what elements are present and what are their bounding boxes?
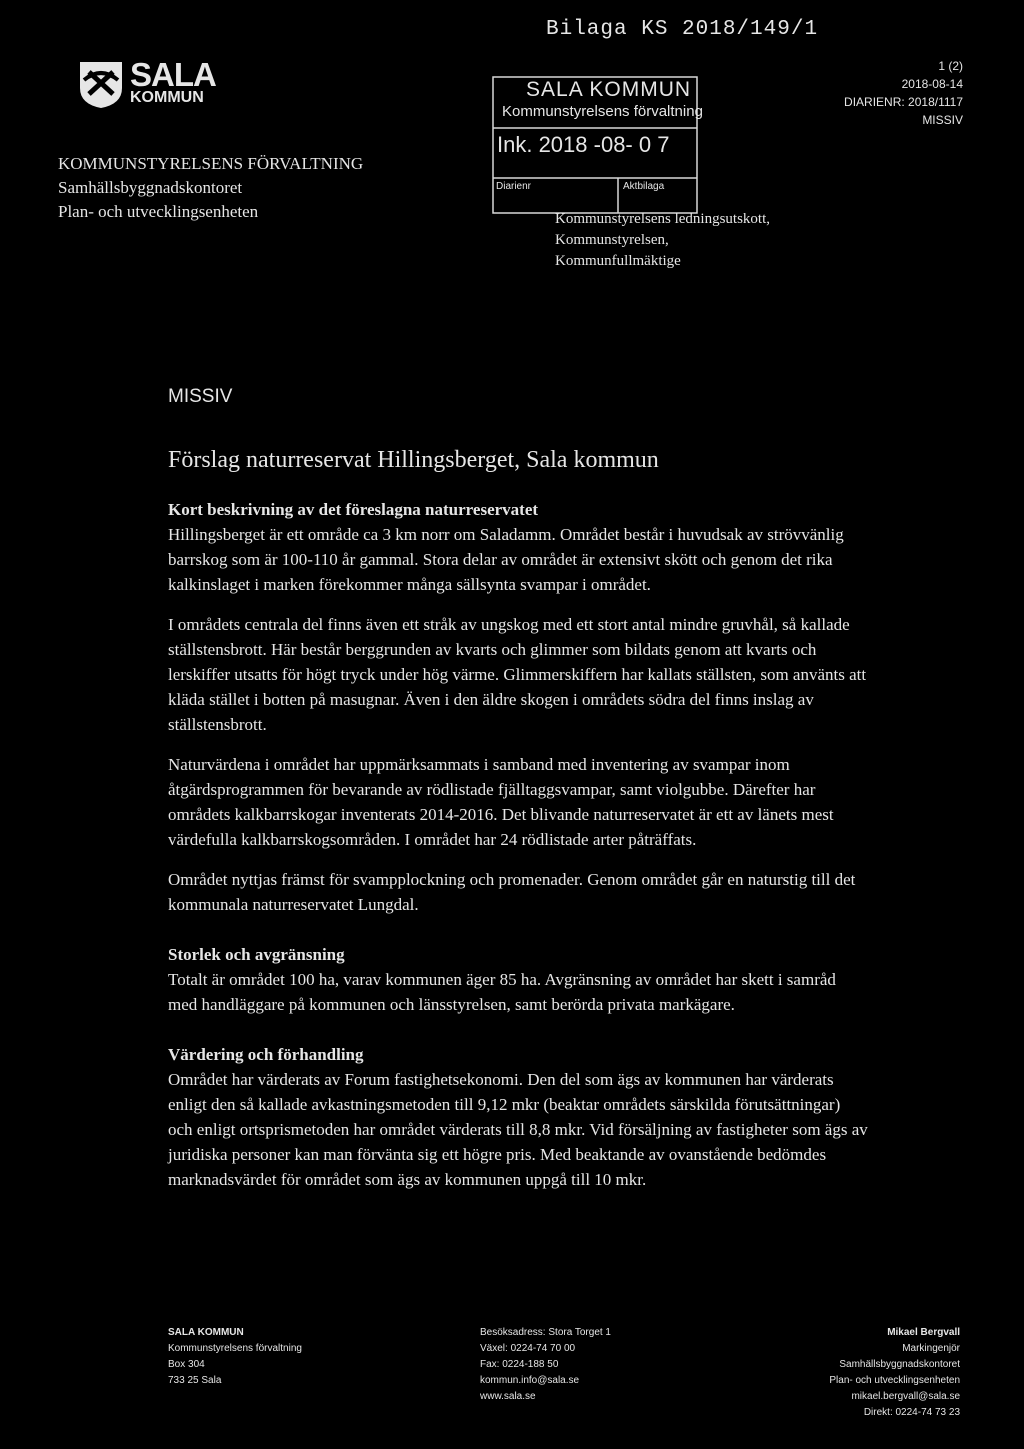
page-number: 1 (2) bbox=[938, 59, 963, 73]
recipient-line: Kommunstyrelsen, bbox=[555, 232, 669, 248]
department-line: Samhällsbyggnadskontoret bbox=[58, 178, 243, 197]
paragraph: Totalt är området 100 ha, varav kommunen äger 85 ha. Avgränsning av området har skett i samråd med handläggare på kommunen och länsstyrelsen, samt berörda privata markägare. bbox=[168, 970, 836, 1014]
footer-line: Plan- och utvecklingsenheten bbox=[829, 1375, 960, 1386]
department-block bbox=[58, 152, 363, 224]
document-date: 2018-08-14 bbox=[901, 77, 963, 91]
section-heading: Storlek och avgränsning bbox=[168, 945, 345, 964]
sala-kommun-logo-icon bbox=[76, 58, 126, 110]
footer-contact bbox=[480, 1325, 611, 1405]
document-title: Förslag naturreservat Hillingsberget, Sala kommun bbox=[168, 447, 659, 473]
footer-org-name: SALA KOMMUN bbox=[168, 1327, 244, 1338]
paragraph: Området nyttjas främst för svampplockning och promenader. Genom området går en naturstig till det kommunala naturreservatet Lungdal. bbox=[168, 870, 856, 914]
department-line: Plan- och utvecklingsenheten bbox=[58, 202, 259, 221]
stamp-aktbilaga-label: Aktbilaga bbox=[623, 181, 665, 192]
stamp-diarienr-label: Diarienr bbox=[496, 181, 532, 192]
paragraph: I områdets centrala del finns även ett stråk av ungskog med ett stort antal mindre gruvhål, så kallade ställstensbrott. Här består berggrunden av kvarts och glimmer som bildats genom att kvarts och lerskiffer utsatts för högt tryck under hög värme. Glimmerskiffern har kallats ställsten, som använts att kläda stället i botten på masugnar. Även i den äldre skogen i områdets södra del finns inslag av ställstensbrott. bbox=[168, 615, 867, 734]
footer-line: Box 304 bbox=[168, 1359, 205, 1370]
paragraph: Naturvärdena i området har uppmärksammats i samband med inventering av svampar inom åtgärdsprogrammen för bevarande av rödlistade fjälltaggsvampar, samt violgubbe. Därefter har områdets kalkbarrskogar inventerats 2014-2016. Det blivande naturreservatet är ett av länets mest värdefulla kalkbarrskogsområden. I området har 24 rödlistade arter påträffats. bbox=[168, 755, 834, 849]
recipient-line: Kommunstyrelsens ledningsutskott, bbox=[555, 211, 770, 227]
stamp-subtitle: Kommunstyrelsens förvaltning bbox=[502, 103, 703, 120]
footer-address bbox=[168, 1325, 302, 1389]
footer-line: Besöksadress: Stora Torget 1 bbox=[480, 1327, 611, 1338]
document-type: MISSIV bbox=[922, 113, 963, 127]
footer-line: Kommunstyrelsens förvaltning bbox=[168, 1343, 302, 1354]
logo-name: SALA bbox=[130, 56, 216, 93]
stamp-received-date: Ink. 2018 -08- 0 7 bbox=[497, 132, 670, 157]
footer-handler-email-link[interactable]: mikael.bergvall@sala.se bbox=[851, 1391, 960, 1402]
section-heading: Värdering och förhandling bbox=[168, 1045, 364, 1064]
diary-number: DIARIENR: 2018/1117 bbox=[844, 95, 963, 109]
section-valuation bbox=[168, 1042, 868, 1192]
logo-subtitle: KOMMUN bbox=[130, 89, 204, 106]
stamp-title: SALA KOMMUN bbox=[526, 78, 692, 101]
section-description bbox=[168, 497, 868, 917]
footer-website-link[interactable]: www.sala.se bbox=[480, 1391, 536, 1402]
missiv-heading: MISSIV bbox=[168, 386, 233, 407]
footer-line: Samhällsbyggnadskontoret bbox=[839, 1359, 960, 1370]
footer-line: Direkt: 0224-74 73 23 bbox=[863, 1407, 960, 1418]
paragraph: Området har värderats av Forum fastighetsekonomi. Den del som ägs av kommunen har värderats enligt den så kallade avkastningsmetoden till 9,12 mkr (beaktar områdets särskilda förutsättningar) och enligt ortsprismetoden har området värderats till 8,8 mkr. Vid försäljning av fastigheter som ägs av juridiska personer kan man förvänta sig ett högre pris. Med beaktande av ovanstående bedömdes marknadsvärdet för området som ägs av kommunen uppgå till 10 mkr. bbox=[168, 1070, 868, 1189]
recipient-line: Kommunfullmäktige bbox=[555, 253, 681, 269]
footer-handler-name: Mikael Bergvall bbox=[887, 1327, 960, 1338]
footer-handler bbox=[829, 1325, 960, 1421]
document-body bbox=[168, 444, 868, 1207]
section-size bbox=[168, 942, 868, 1017]
department-line: KOMMUNSTYRELSENS FÖRVALTNING bbox=[58, 154, 364, 173]
paragraph: Hillingsberget är ett område ca 3 km norr om Saladamm. Området består i huvudsak av strövvänlig barrskog som är 100-110 år gammal. Stora delar av området är extensivt skött och genom det rika kalkinslaget i marken förekommer många sällsynta svampar i området. bbox=[168, 525, 844, 594]
footer-line: Fax: 0224-188 50 bbox=[480, 1359, 559, 1370]
section-heading: Kort beskrivning av det föreslagna naturreservatet bbox=[168, 500, 539, 519]
footer-email-link[interactable]: kommun.info@sala.se bbox=[480, 1375, 580, 1386]
footer-line: Markingenjör bbox=[902, 1343, 960, 1354]
attachment-reference: Bilaga KS 2018/149/1 bbox=[546, 18, 819, 41]
recipients-block bbox=[555, 209, 770, 272]
footer-line: 733 25 Sala bbox=[168, 1375, 222, 1386]
document-meta bbox=[844, 57, 963, 129]
footer-line: Växel: 0224-74 70 00 bbox=[480, 1343, 576, 1354]
